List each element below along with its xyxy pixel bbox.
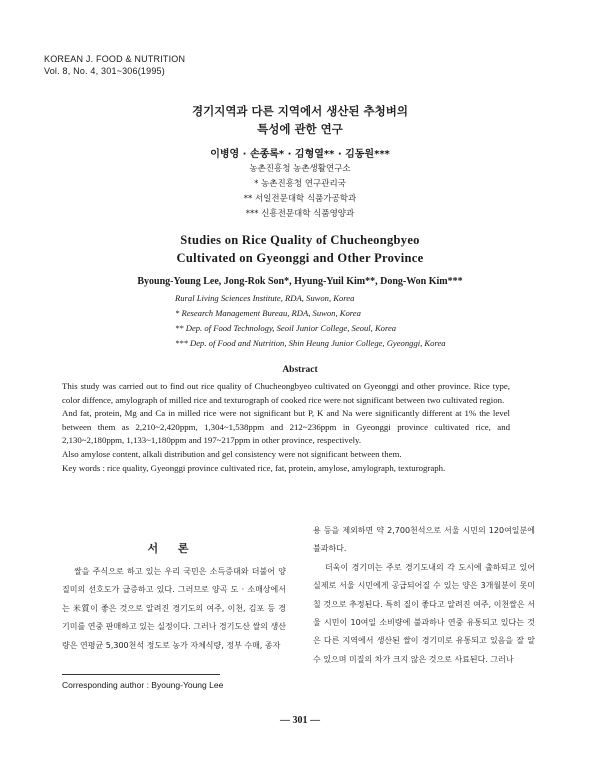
- english-affiliation-3: ** Dep. of Food Technology, Seoil Junior College, Seoul, Korea: [175, 323, 397, 333]
- journal-volume: Vol. 8, No. 4, 301~306(1995): [44, 66, 165, 76]
- corresponding-author-note: Corresponding author : Byoung-Young Lee: [62, 680, 224, 690]
- keywords: [62, 462, 510, 476]
- keywords-text: rice quality, Gyeonggi province cultivated rice, fat, protein, amylose, amylograph, texturograph.: [107, 462, 446, 473]
- footnote-divider: [62, 674, 220, 675]
- korean-authors: 이병영 · 손종록* · 김형열** · 김동원***: [210, 149, 390, 160]
- body-column-right: [313, 522, 535, 669]
- english-title-line1: Studies on Rice Quality of Chucheongbyeo: [180, 233, 420, 247]
- abstract-body: [62, 380, 510, 475]
- english-affiliation-2: * Research Management Bureau, RDA, Suwon, Korea: [175, 308, 361, 318]
- korean-title-line1: 경기지역과 다른 지역에서 생산된 추청벼의: [192, 104, 408, 118]
- english-affiliation-1: Rural Living Sciences Institute, RDA, Suwon, Korea: [175, 293, 355, 303]
- abstract-paragraph: This study was carried out to find out rice quality of Chucheongbyeo cultivated on Gyeonggi and other province. Rice type, color diffence, amylograph of milled rice and texturograph of cooked rice were not significant between two cultivated region.: [62, 381, 510, 405]
- body-paragraph: 용 등을 제외하면 약 2,700천석으로 서울 시민의 120여일분에 불과하다.: [313, 526, 535, 554]
- keywords-label: Key words :: [62, 462, 106, 473]
- body-paragraph: 더욱이 경기미는 주로 경기도내의 각 도시에 출하되고 있어 실제로 서울 시민에게 공급되어질 수 있는 양은 3개월분이 못미칠 것으로 추정된다. 특히 질이 좋다고 알려진 여주, 이천쌀은 서울 시민이 10여일 소비량에 불과하나 연중 유통되고 있다는 것은 다른 지역에서 생산된 쌀이 경기미로 유통되고 있음을 잘 알 수 있으며 미질의 차가 크지 않은 것으로 사료된다. 그러나: [313, 562, 535, 664]
- journal-name: KOREAN J. FOOD & NUTRITION: [44, 54, 186, 64]
- english-title-line2: Cultivated on Gyeonggi and Other Province: [176, 251, 424, 265]
- abstract-paragraph: And fat, protein, Mg and Ca in milled rice were not significant but P, K and Na were significantly different at 1% the level between them as 2,210~2,420ppm, 1,304~1,538ppm and 212~236ppm in Gyeonggi province cultivated rice, and 2,130~2,180ppm, 1,133~1,180ppm and 197~217ppm in other province, respectively.: [62, 408, 510, 446]
- abstract-heading: Abstract: [282, 365, 318, 375]
- korean-affiliation-2: * 농촌진흥청 연구관리국: [254, 179, 346, 189]
- korean-affiliation-1: 농촌진흥청 농촌생활연구소: [249, 164, 351, 174]
- body-column-left: [62, 563, 286, 655]
- english-authors: Byoung-Young Lee, Jong-Rok Son*, Hyung-Yuil Kim**, Dong-Won Kim***: [137, 276, 463, 287]
- korean-affiliation-3: ** 서일전문대학 식품가공학과: [243, 194, 357, 204]
- introduction-heading: 서 론: [147, 542, 197, 555]
- journal-header: [44, 53, 185, 77]
- english-affiliation-4: *** Dep. of Food and Nutrition, Shin Heung Junior College, Gyeonggi, Korea: [175, 338, 446, 348]
- korean-affiliation-4: *** 신흥전문대학 식품영양과: [245, 209, 355, 219]
- korean-title-line2: 특성에 관한 연구: [257, 122, 343, 136]
- body-paragraph: 쌀을 주식으로 하고 있는 우리 국민은 소득증대와 더불어 양질미의 선호도가 급증하고 있다. 그러므로 양곡 도 · 소매상에서는 米質이 좋은 것으로 알려진 경기도의 여주, 이천, 김포 등 경기미를 연중 판매하고 있는 실정이다. 그러나 경기도산 쌀의 생산량은 연평균 5,300천석 정도로 농가 자체식량, 정부 수매, 종자: [62, 567, 286, 650]
- page-number: — 301 —: [280, 715, 320, 726]
- abstract-paragraph: Also amylose content, alkali distribution and gel consistency were not significant between them.: [62, 448, 402, 459]
